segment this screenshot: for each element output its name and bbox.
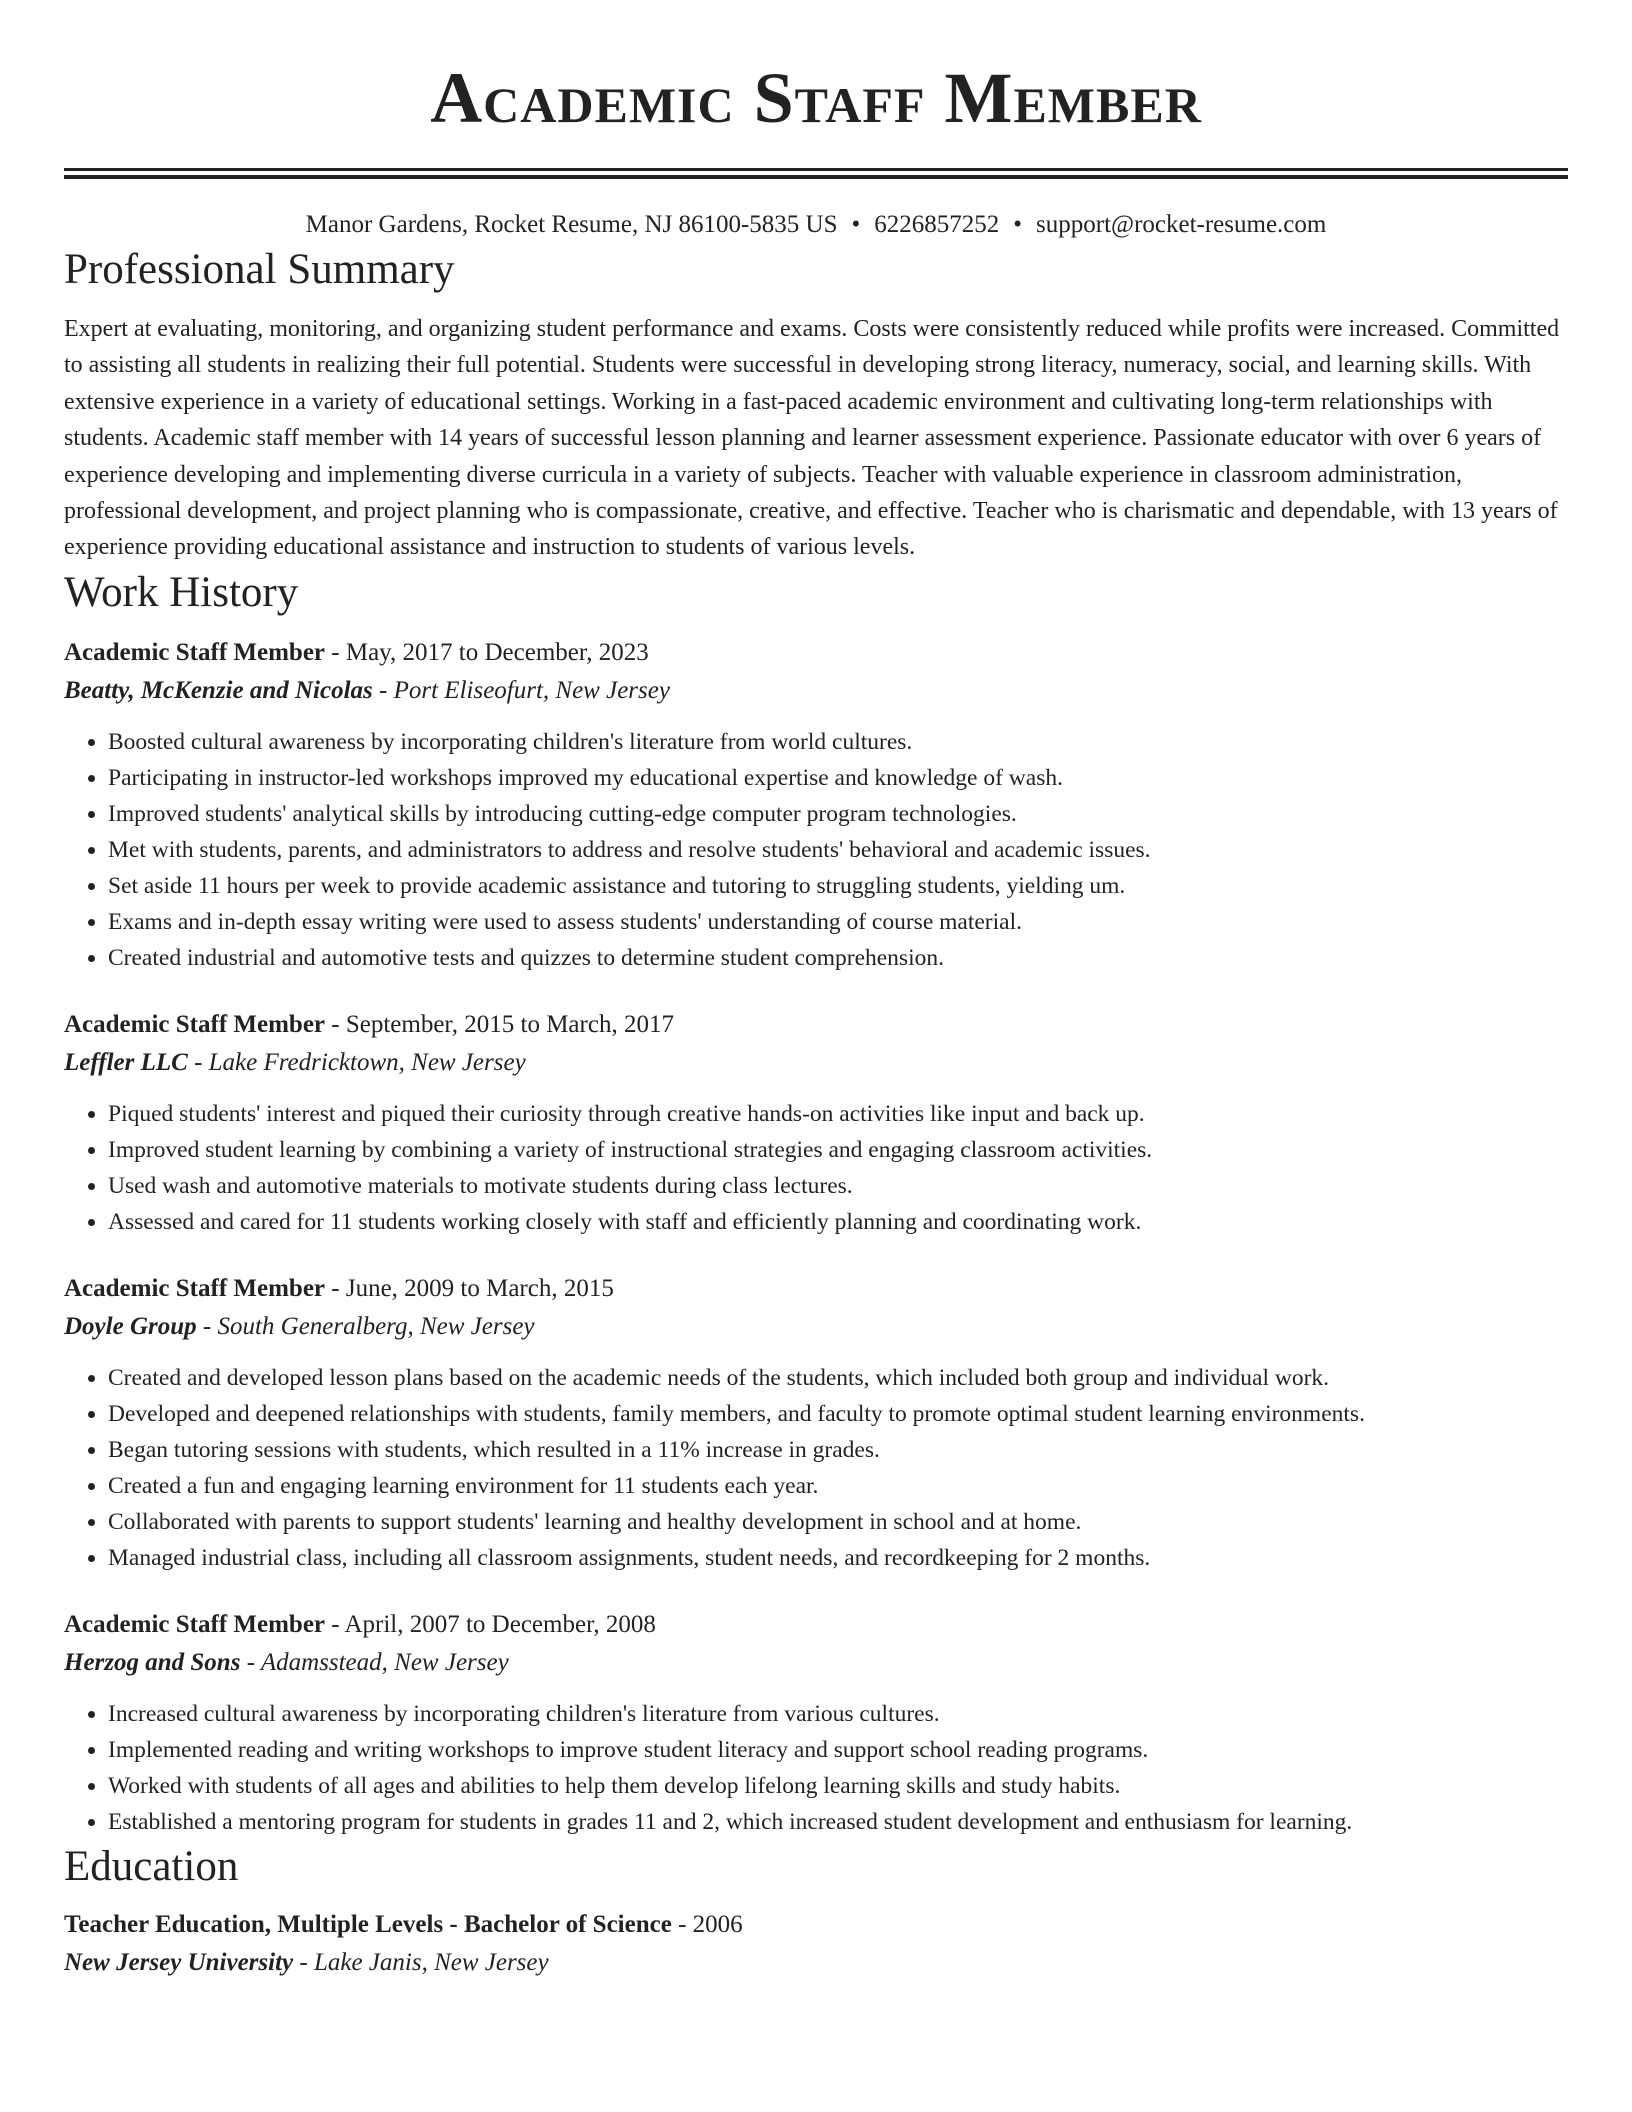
contact-address: Manor Gardens, Rocket Resume, NJ 86100-5835 US: [305, 211, 838, 238]
job-header: [64, 634, 1568, 672]
job-bullet: • Assessed and cared for 11 students working closely with staff and efficiently planning and coordinating work.: [108, 1204, 1568, 1240]
job-bullet: • Exams and in-depth essay writing were used to assess students' understanding of course material.: [108, 904, 1568, 940]
job-entry: [64, 1606, 1568, 1840]
job-employer: [64, 1644, 1568, 1682]
summary-heading: Professional Summary: [64, 246, 455, 293]
job-employer: [64, 672, 1568, 710]
contact-line: [64, 207, 1568, 243]
job-header: [64, 1606, 1568, 1644]
job-bullet: • Boosted cultural awareness by incorporating children's literature from world cultures.: [108, 724, 1568, 760]
education-institution: [64, 1944, 1568, 1982]
job-header: [64, 1006, 1568, 1044]
summary-text: Expert at evaluating, monitoring, and organizing student performance and exams. Costs were consistently reduced while profits were increased. Committed to assisting all students in realizing their full potential. Students were successful in developing strong literacy, numeracy, social, and learning skills. With extensive experience in a variety of educational settings. Working in a fast-paced academic environment and cultivating long-term relationships with students. Academic staff member with 14 years of successful lesson planning and learner assessment experience. Passionate educator with over 6 years of experience developing and implementing diverse curricula in a variety of subjects. Teacher with valuable experience in classroom administration, professional development, and project planning who is compassionate, creative, and effective. Teacher who is charismatic and dependable, with 13 years of experience providing educational assistance and instruction to students of various levels.: [64, 316, 1560, 561]
job-location: - Lake Fredricktown, New Jersey: [187, 1048, 526, 1076]
job-bullet: • Began tutoring sessions with students, which resulted in a 11% increase in grades.: [108, 1432, 1568, 1468]
job-dates: - September, 2015 to March, 2017: [325, 1010, 674, 1038]
job-dates: - May, 2017 to December, 2023: [325, 638, 649, 666]
job-bullet: • Improved student learning by combining a variety of instructional strategies and engaging classroom activities.: [108, 1132, 1568, 1168]
resume-name: Academic Staff Member: [430, 58, 1202, 138]
education-school: New Jersey University: [64, 1948, 294, 1976]
job-bullets: [64, 1360, 1568, 1576]
job-bullets: [64, 724, 1568, 976]
job-role: Academic Staff Member: [64, 1610, 326, 1638]
job-bullet: • Improved students' analytical skills by introducing cutting-edge computer program technologies.: [108, 796, 1568, 832]
job-role: Academic Staff Member: [64, 1010, 326, 1038]
job-bullet: • Developed and deepened relationships with students, family members, and faculty to promote optimal student learning environments.: [108, 1396, 1568, 1432]
job-bullet: • Collaborated with parents to support students' learning and healthy development in school and at home.: [108, 1504, 1568, 1540]
job-bullet: • Met with students, parents, and administrators to address and resolve students' behavioral and academic issues.: [108, 832, 1568, 868]
job-company: Doyle Group: [64, 1312, 197, 1340]
job-entry: [64, 634, 1568, 976]
job-bullet: • Set aside 11 hours per week to provide academic assistance and tutoring to struggling students, yielding um.: [108, 868, 1568, 904]
education-header: [64, 1906, 1568, 1944]
job-bullet: • Increased cultural awareness by incorporating children's literature from various cultures.: [108, 1696, 1568, 1732]
job-employer: [64, 1308, 1568, 1346]
job-bullet: • Established a mentoring program for students in grades 11 and 2, which increased student development and enthusiasm for learning.: [108, 1804, 1568, 1840]
job-location: - Port Eliseofurt, New Jersey: [372, 676, 670, 704]
job-bullet: • Worked with students of all ages and abilities to help them develop lifelong learning skills and study habits.: [108, 1768, 1568, 1804]
job-bullet: • Created a fun and engaging learning environment for 11 students each year.: [108, 1468, 1568, 1504]
education-year: - 2006: [671, 1910, 743, 1938]
job-dates: - June, 2009 to March, 2015: [325, 1274, 614, 1302]
job-bullet: • Managed industrial class, including all classroom assignments, student needs, and recordkeeping for 2 months.: [108, 1540, 1568, 1576]
contact-separator: •: [1013, 211, 1023, 238]
job-dates: - April, 2007 to December, 2008: [325, 1610, 656, 1638]
job-bullets: [64, 1096, 1568, 1240]
education-heading: Education: [64, 1842, 239, 1890]
job-role: Academic Staff Member: [64, 1274, 326, 1302]
job-bullets: [64, 1696, 1568, 1840]
job-location: - Adamsstead, New Jersey: [240, 1648, 509, 1676]
job-bullet: • Participating in instructor-led workshops improved my educational expertise and knowledge of wash.: [108, 760, 1568, 796]
job-bullet: • Used wash and automotive materials to motivate students during class lectures.: [108, 1168, 1568, 1204]
job-bullet: • Implemented reading and writing workshops to improve student literacy and support school reading programs.: [108, 1732, 1568, 1768]
contact-email: support@rocket-resume.com: [1036, 211, 1327, 238]
job-role: Academic Staff Member: [64, 638, 326, 666]
header-divider: [64, 168, 1568, 179]
work-history-heading: Work History: [64, 568, 299, 616]
education-entry: [64, 1906, 1568, 1982]
education-location: - Lake Janis, New Jersey: [293, 1948, 549, 1976]
job-location: - South Generalberg, New Jersey: [196, 1312, 535, 1340]
contact-phone: 6226857252: [874, 211, 1000, 238]
job-company: Herzog and Sons: [64, 1648, 241, 1676]
job-company: Leffler LLC: [64, 1048, 188, 1076]
job-header: [64, 1270, 1568, 1308]
job-entry: [64, 1270, 1568, 1576]
education-degree: Teacher Education, Multiple Levels - Bachelor of Science: [64, 1910, 672, 1938]
contact-separator: •: [851, 211, 861, 238]
job-employer: [64, 1044, 1568, 1082]
job-bullet: • Piqued students' interest and piqued their curiosity through creative hands-on activities like input and back up.: [108, 1096, 1568, 1132]
job-bullet: • Created industrial and automotive tests and quizzes to determine student comprehension.: [108, 940, 1568, 976]
job-company: Beatty, McKenzie and Nicolas: [64, 676, 373, 704]
job-bullet: • Created and developed lesson plans based on the academic needs of the students, which included both group and individual work.: [108, 1360, 1568, 1396]
job-entry: [64, 1006, 1568, 1240]
